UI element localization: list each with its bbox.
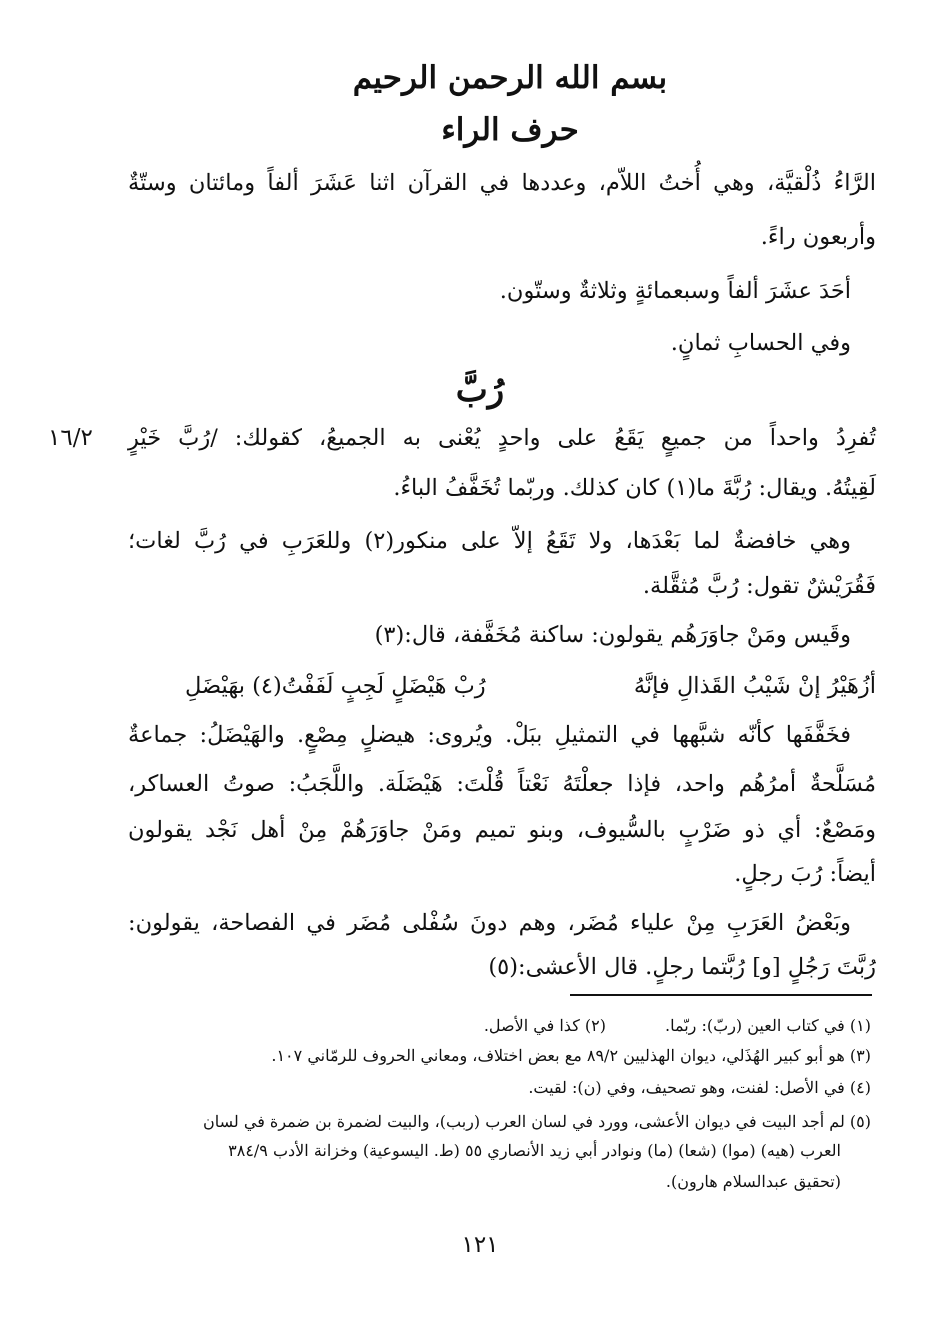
intro-line-1: الرَّاءُ ذُلْقيَّة، وهي أُختُ اللاّم، وعددها في القرآن اثنا عَشَرَ ألفاً ومائتان وستّةٌ (128, 170, 876, 196)
margin-reference: ١٦/٢ (48, 425, 93, 451)
entry-headword: رُبَّ (455, 370, 505, 410)
entry-line-3: وهي خافضةٌ لما بَعْدَها، ولا تَقَعُ إلاّ على منكور(٢) وللعَرَبِ في رُبَّ لغات؛ (128, 528, 851, 554)
entry-line-2: لَقِيتُهُ. ويقال: رُبَّةَ ما(١) كان كذلك. وربّما تُخَفَّفُ الباءُ. (393, 475, 876, 501)
footnote-3: (٣) هو أبو كبير الهُذَلي، ديوان الهذليين ٨٩/٢ مع بعض اختلاف، ومعاني الحروف للرمّاني ١٠٧. (271, 1046, 871, 1065)
footnote-4: (٤) في الأصل: لفنت، وهو تصحيف، وفي (ن): لقيت. (528, 1078, 871, 1097)
verse-second-hemistich: رُبْ هَيْضَلٍ لَجِبٍ لَفَفْتُ(٤) بهَيْضَلِ (185, 673, 486, 699)
entry-line-10: وبَعْضُ العَرَبِ مِنْ علياء مُضَر، وهم دونَ سُفْلى مُضَر في الفصاحة، يقولون: (128, 910, 851, 936)
entry-line-7: مُسَلَّحةٌ أمرُهُم واحد، فإذا جعلْتَهُ نَعْتاً قُلْتَ: هَيْضَلَة. واللَّجَبُ: صوتُ العساكر، (128, 771, 876, 797)
footnote-5-line-1: (٥) لم أجد البيت في ديوان الأعشى، وورد في لسان العرب (ربب)، والبيت لضمرة بن ضمرة في لسان (203, 1112, 871, 1131)
intro-line-4: وفي الحسابِ ثمانٍ. (670, 330, 851, 356)
footnote-5-line-3: (تحقيق عبدالسلام هارون). (665, 1172, 841, 1191)
entry-line-4: فَقُرَيْشٌ تقول: رُبَّ مُثقَّلة. (642, 573, 876, 599)
entry-line-5: وقَيس ومَنْ جاوَرَهُم يقولون: ساكنة مُخَفَّفة، قال:(٣) (374, 622, 851, 648)
entry-line-6: فخَفَّفَها كأنّه شبَّهها في التمثيلِ ببَلْ. ويُروى: هيضلٍ مِصْعٍ. والهَيْضَلُ: جماعةٌ (128, 722, 851, 748)
bismillah-heading: بسم الله الرحمن الرحيم (352, 60, 668, 96)
intro-line-2: وأربعون راءً. (760, 224, 876, 250)
page-number: ١٢١ (461, 1232, 499, 1258)
entry-line-11: رُبَّتَ رَجُلٍ [و] رُبَّتما رجلٍ. قال الأعشى:(٥) (488, 954, 876, 980)
footnote-divider (570, 994, 872, 996)
entry-line-8: ومَصْعٌ: أي ذو ضَرْبٍ بالسُّيوف، وبنو تميم ومَنْ جاوَرَهُمْ مِنْ أهل نَجْد يقولون (128, 817, 876, 843)
footnote-2: (٢) كذا في الأصل. (483, 1016, 606, 1035)
footnote-1: (١) في كتاب العين (ربّ): ربّما. (665, 1016, 871, 1035)
footnote-5-line-2: العرب (هيه) (موا) (شعا) (ما) ونوادر أبي زيد الأنصاري ٥٥ (ط. اليسوعية) وخزانة الأدب ٣٨٤/٩ (228, 1141, 841, 1160)
entry-line-9: أيضاً: رُبَ رجلٍ. (734, 861, 876, 887)
verse-first-hemistich: أزُهَيْرُ إنْ شَيْبُ القَذالِ فإنَّهُ (633, 673, 876, 699)
intro-line-3: أحَدَ عشَرَ ألفاً وسبعمائةٍ وثلاثةٌ وستّون. (499, 278, 851, 304)
chapter-title: حرف الراء (441, 112, 579, 148)
entry-line-1: تُفرِدُ واحداً من جميعٍ يَقَعُ على واحدٍ يُعْنى به الجميعُ، كقولك: /رُبَّ خَيْرٍ (128, 425, 876, 451)
